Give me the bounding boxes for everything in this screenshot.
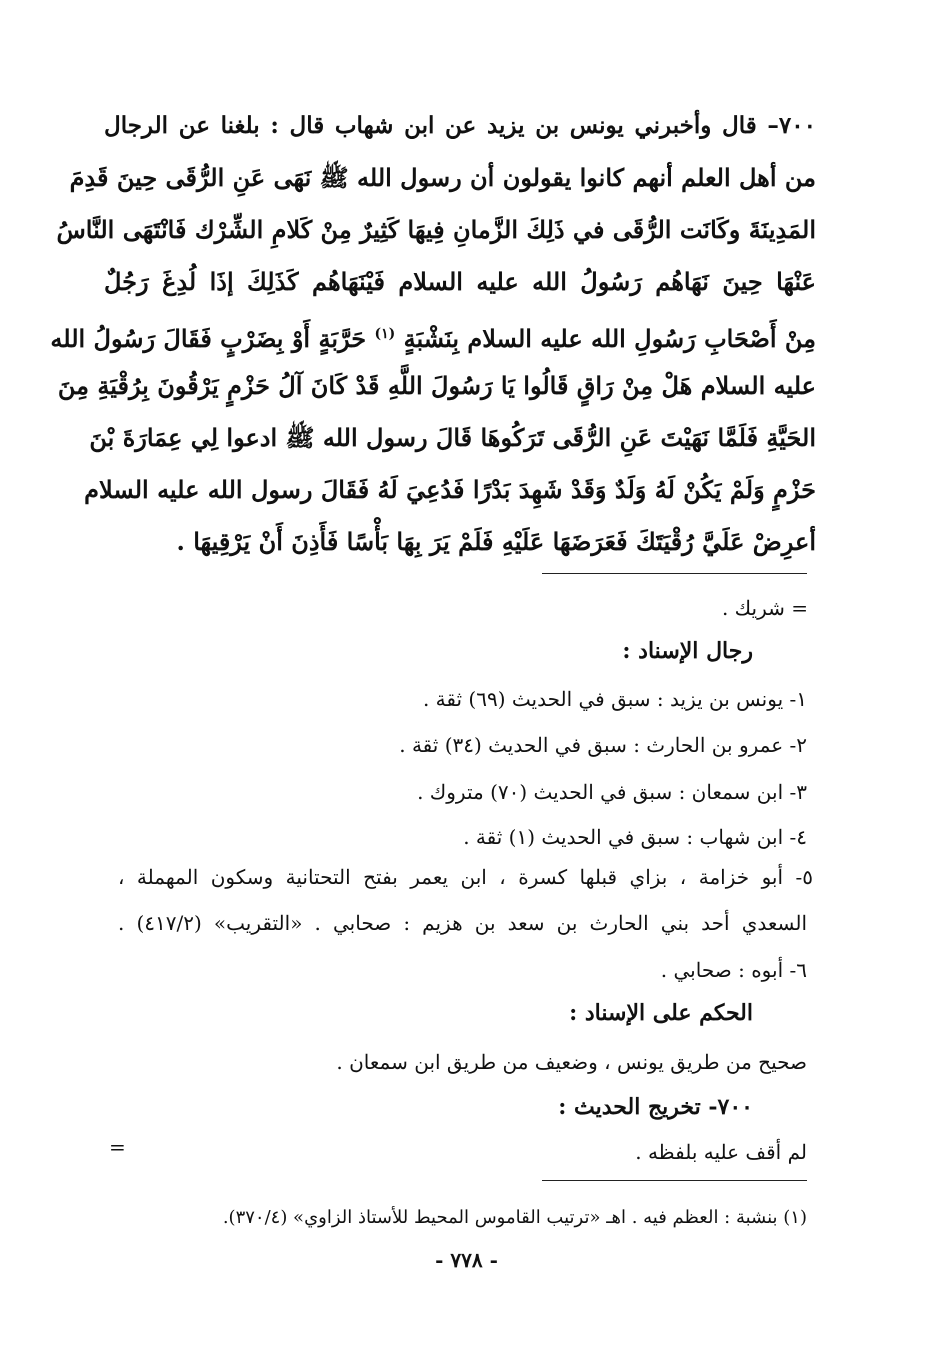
- hadith-line-7: الحَيَّةِ فَلَمَّا نَهَيْتَ عَنِ الرُّقَى تَرَكُوهَا قَالَ رسول الله ﷺ ادعوا لِي عِمَارَةَ بْنَ: [89, 423, 816, 452]
- continuation-mark: =: [109, 1135, 126, 1159]
- rijal-heading: رجال الإسناد :: [622, 638, 753, 664]
- hadith-line-1: [104, 100, 816, 152]
- takhrij-text: لم أقف عليه بلفظه .: [635, 1140, 807, 1164]
- hadith-line-5: [50, 308, 816, 360]
- hadith-line-text: مِنْ أَصْحَابِ رَسُولِ الله عليه السلام بِنَشْبَةٍ: [403, 324, 816, 353]
- narrator-6: ٦- أبوه : صحابي .: [660, 958, 807, 982]
- hadith-number: ٧٠٠–: [767, 112, 816, 139]
- page-number: - ٧٧٨ -: [435, 1248, 498, 1272]
- footnote-divider: [542, 1180, 807, 1181]
- continued-note: = شريك .: [721, 596, 808, 620]
- hadith-line-3: المَدِينَةَ وكَانَت الرُّقَى في ذَلِكَ الزَّمانِ فِيهَا كَثِيرٌ مِنْ كَلامِ الشِّرْك فَانْتَهَى النَّاسُ: [56, 215, 816, 244]
- hadith-line-9: أعرِضْ عَلَيَّ رُقْيَتَكَ فَعَرَضَهَا عَلَيْهِ فَلَمْ يَرَ بِهَا بَأْسًا فَأَذِنَ أَنْ يَرْقِيهَا .: [176, 527, 816, 556]
- narrator-4: ٤- ابن شهاب : سبق في الحديث (١) ثقة .: [463, 825, 807, 849]
- narrator-5-continued: السعدي أحد بني الحارث بن سعد بن هزيم : صحابي . «التقريب» (٤١٧/٢) .: [118, 911, 807, 935]
- hadith-line-2: من أهل العلم أنهم كانوا يقولون أن رسول الله ﷺ نَهَى عَنِ الرُّقَى حِينَ قَدِمَ: [69, 163, 816, 192]
- hadith-line-text: حَرَّبَةٍ أَوْ بِضَرْبٍ فَقَالَ رَسُولُ الله: [50, 324, 367, 353]
- hukm-text: صحيح من طريق يونس ، وضعيف من طريق ابن سمعان .: [336, 1050, 807, 1074]
- hadith-line-8: حَزْمٍ وَلَمْ يَكُنْ لَهُ وَلَدٌ وَقَدْ شَهِدَ بَدْرًا فَدُعِيَ لَهُ فَقَالَ رسول الله عليه السلام: [84, 475, 816, 504]
- hukm-heading: الحكم على الإسناد :: [569, 1000, 753, 1026]
- hadith-line-text: قال وأخبرني يونس بن يزيد عن ابن شهاب قال : بلغنا عن الرجال: [104, 112, 757, 139]
- hadith-line-4: عَنْهَا حِينَ نَهَاهُم رَسُولُ الله عليه السلام فَيْنَهَاهُم كَذَلِكَ إذَا لُدِغَ رَجُلٌ: [104, 267, 816, 296]
- section-divider: [542, 573, 807, 574]
- narrator-5: ٥- أبو خزامة ، بزاي قبلها كسرة ، ابن يعمر بفتح التحتانية وسكون المهملة ،: [118, 865, 813, 889]
- narrator-2: ٢- عمرو بن الحارث : سبق في الحديث (٣٤) ثقة .: [399, 733, 807, 757]
- narrator-3: ٣- ابن سمعان : سبق في الحديث (٧٠) متروك .: [417, 780, 807, 804]
- takhrij-heading: ٧٠٠- تخريج الحديث :: [558, 1094, 753, 1120]
- hadith-text-block: [50, 100, 816, 568]
- footnote: (١) بنشبة : العظم فيه . اهـ «ترتيب القاموس المحيط للأستاذ الزاوي» (٣٧٠/٤).: [222, 1207, 807, 1228]
- hadith-line-6: عليه السلام هَلْ مِنْ رَاقٍ قَالُوا يَا رَسُولَ اللَّهِ قَدْ كَانَ آلُ حَزْمٍ يَرْقُونَ بِرُقْيَةِ مِنَ: [57, 371, 816, 400]
- footnote-marker: (١): [374, 326, 396, 342]
- narrator-1: ١- يونس بن يزيد : سبق في الحديث (٦٩) ثقة .: [422, 687, 807, 711]
